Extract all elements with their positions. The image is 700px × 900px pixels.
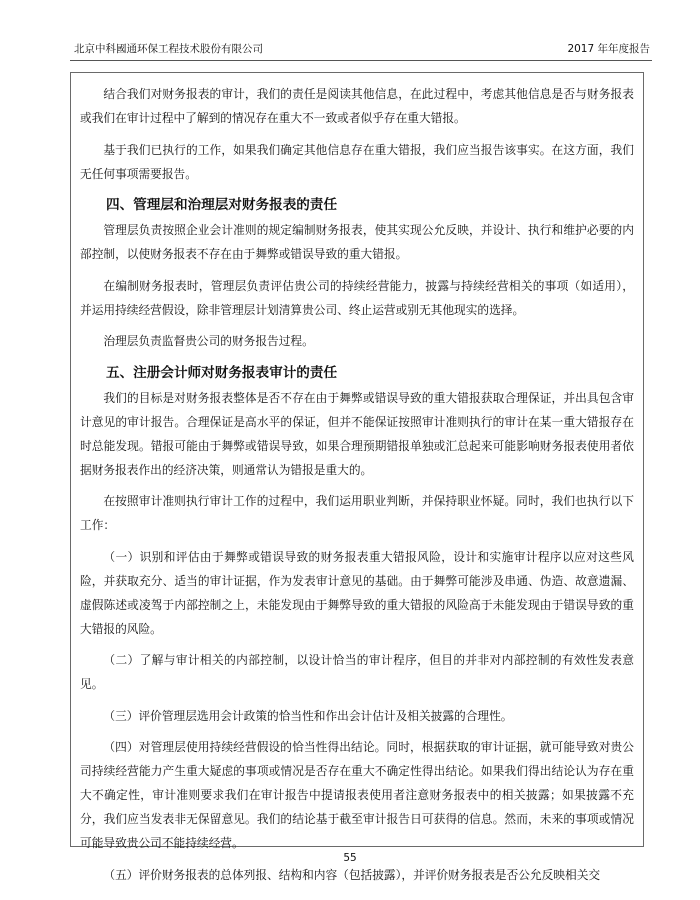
page-number: 55 (343, 852, 357, 864)
company-name: 北京中科國通环保工程技术股份有限公司 (74, 43, 263, 55)
report-title: 2017 年年度报告 (567, 43, 650, 55)
document-body (80, 82, 634, 894)
paragraph: 治理层负责监督贵公司的财务报告过程。 (103, 334, 314, 348)
paragraph: 结合我们对财务报表的审计，我们的责任是阅读其他信息，在此过程中，考虑其他信息是否与财务报表或我们在审计过程中了解到的情况存在重大不一致或者似乎存在重大错报。 (80, 87, 634, 125)
paragraph: 管理层负责按照企业会计准则的规定编制财务报表，使其实现公允反映，并设计、执行和维护必要的内部控制，以使财务报表不存在由于舞弊或错误导致的重大错报。 (80, 223, 634, 261)
section-heading: 五、注册会计师对财务报表审计的责任 (106, 364, 338, 381)
paragraph: 在编制财务报表时，管理层负责评估贵公司的持续经营能力，披露与持续经营相关的事项（如适用），并运用持续经营假设，除非管理层计划清算贵公司、终止运营或别无其他现实的选择。 (80, 278, 634, 317)
section-heading: 四、管理层和治理层对财务报表的责任 (106, 197, 338, 213)
list-item: （五）评价财务报表的总体列报、结构和内容（包括披露），并评价财务报表是否公允反映相关交 (103, 867, 601, 882)
list-item: （三）评价管理层选用会计政策的恰当性和作出会计估计及相关披露的合理性。 (103, 708, 513, 723)
paragraph: 基于我们已执行的工作，如果我们确定其他信息存在重大错报，我们应当报告该事实。在这方面，我们无任何事项需要报告。 (80, 142, 634, 181)
page-header (70, 40, 652, 61)
list-item: （四）对管理层使用持续经营假设的恰当性得出结论。同时，根据获取的审计证据，就可能导致对贵公司持续经营能力产生重大疑虑的事项或情况是否存在重大不确定性得出结论。如果我们得出结论认为存在重大不确定性，审计准则要求我们在审计报告中提请报表使用者注意财务报表中的相关披露；如果披露不充分，我们应当发表非无保留意见。我们的结论基于截至审计报告日可获得的信息。然而，未来的事项或情况可能导致贵公司不能持续经营。 (80, 740, 634, 850)
list-item: （二）了解与审计相关的内部控制，以设计恰当的审计程序，但目的并非对内部控制的有效性发表意见。 (80, 653, 634, 691)
list-item: （一）识别和评估由于舞弊或错误导致的财务报表重大错报风险，设计和实施审计程序以应对这些风险，并获取充分、适当的审计证据，作为发表审计意见的基础。由于舞弊可能涉及串通、伪造、故意遗漏、虚假陈述或凌驾于内部控制之上，未能发现由于舞弊导致的重大错报的风险高于未能发现由于错误导致的重大错报的风险。 (80, 549, 634, 636)
paragraph: 在按照审计准则执行审计工作的过程中，我们运用职业判断，并保持职业怀疑。同时，我们也执行以下工作： (80, 494, 634, 532)
paragraph: 我们的目标是对财务报表整体是否不存在由于舞弊或错误导致的重大错报获取合理保证，并出具包含审计意见的审计报告。合理保证是高水平的保证，但并不能保证按照审计准则执行的审计在某一重大错报存在时总能发现。错报可能由于舞弊或错误导致，如果合理预期错报单独或汇总起来可能影响财务报表使用者依据财务报表作出的经济决策，则通常认为错报是重大的。 (80, 390, 634, 477)
